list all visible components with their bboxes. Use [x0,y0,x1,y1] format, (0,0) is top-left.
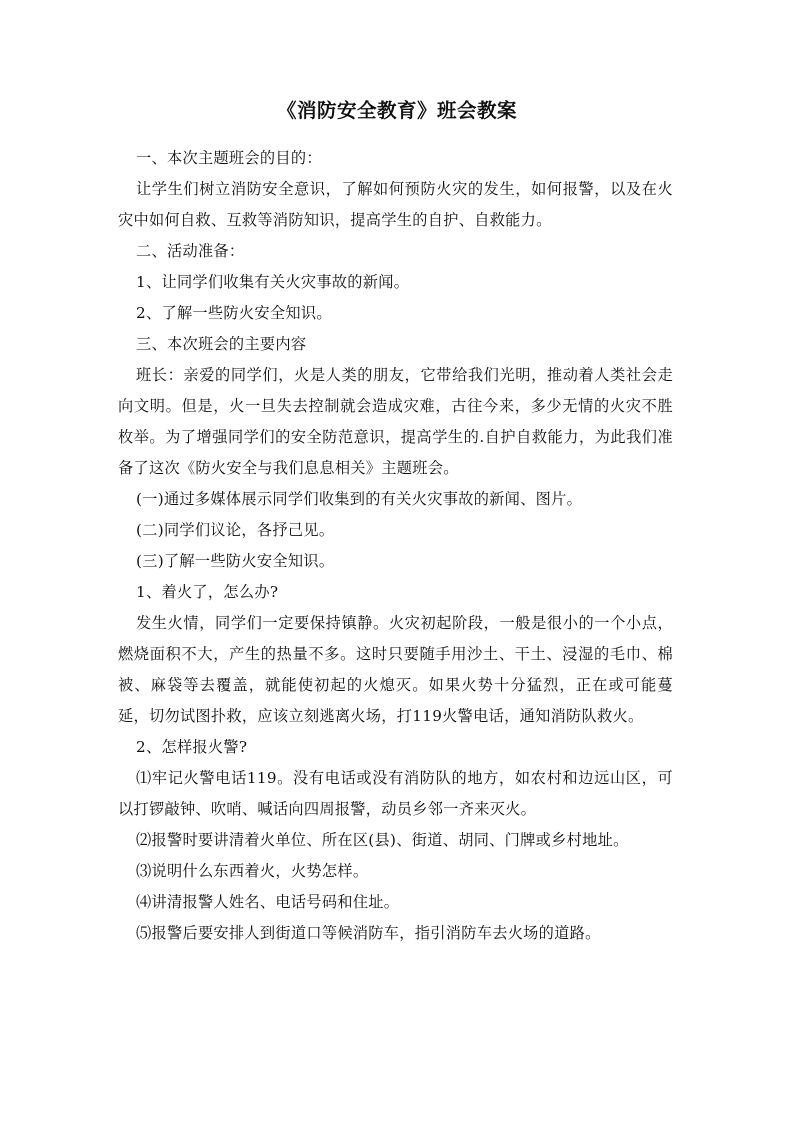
list-item-preparation-1: 1、让同学们收集有关火灾事故的新闻。 [136,273,410,291]
document-title: 《消防安全教育》班会教案 [276,99,517,122]
paragraph-on-fire: 发生火情，同学们一定要保持镇静。火灾初起阶段，一般是很小的一个小点，燃烧面积不大，产生的热量不多。这时只要随手用沙土、干土、浸湿的毛巾、棉被、麻袋等去覆盖，就能使初起的火熄灭。如果火势十分猛烈，正在或可能蔓延，切勿试图扑救，应该立刻逃离火场，打119火警电话，通知消防队救火。 [118,614,673,725]
list-item-report-3: ⑶说明什么东西着火，火势怎样。 [136,862,369,880]
list-item-content-3: (三)了解一些防火安全知识。 [136,552,335,570]
list-item-report-1: ⑴牢记火警电话119。没有电话或没有消防队的地方，如农村和边远山区，可以打锣敲钟、吹哨、喊话向四周报警，动员乡邻一齐来灭火。 [118,769,673,818]
list-item-content-2: (二)同学们议论，各抒己见。 [136,521,335,539]
list-item-report-5: ⑸报警后要安排人到街道口等候消防车，指引消防车去火场的道路。 [136,924,601,942]
list-item-report-2: ⑵报警时要讲清着火单位、所在区(县)、街道、胡同、门牌或乡村地址。 [136,831,629,849]
list-item-content-1: (一)通过多媒体展示同学们收集到的有关火灾事故的新闻、图片。 [136,490,583,508]
paragraph-monitor-speech: 班长：亲爱的同学们，火是人类的朋友，它带给我们光明，推动着人类社会走向文明。但是，火一旦失去控制就会造成灾难，古往今来，多少无情的火灾不胜枚举。为了增强同学们的安全防范意识，提高学生的.自护自救能力，为此我们准备了这次《防火安全与我们息息相关》主题班会。 [118,366,673,477]
list-item-report-4: ⑷讲清报警人姓名、电话号码和住址。 [136,893,400,911]
paragraph-purpose: 让学生们树立消防安全意识，了解如何预防火灾的发生，如何报警，以及在火灾中如何自救、互救等消防知识，提高学生的自护、自救能力。 [118,180,673,229]
section-heading-purpose: 一、本次主题班会的目的： [136,149,322,167]
subheading-report-fire: 2、怎样报火警? [136,738,248,756]
list-item-preparation-2: 2、了解一些防火安全知识。 [136,304,332,322]
section-heading-content: 三、本次班会的主要内容 [136,335,307,353]
document-body [118,143,673,949]
section-heading-preparation: 二、活动准备： [136,242,245,260]
subheading-on-fire: 1、着火了，怎么办? [136,583,279,601]
